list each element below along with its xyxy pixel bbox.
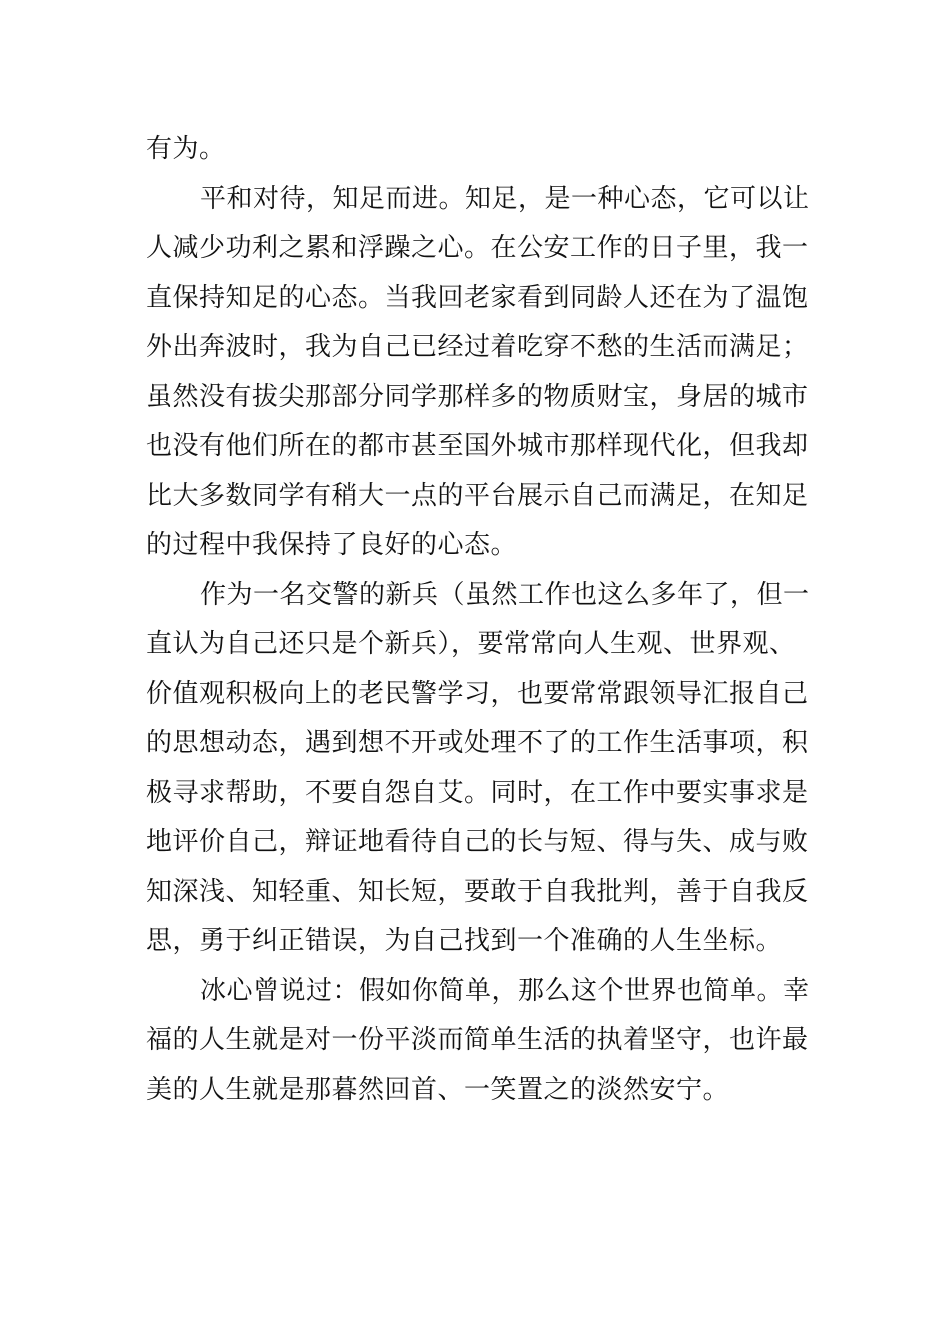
- text-line: 作为一名交警的新兵（虽然工作也这么多年了，但一: [200, 579, 810, 610]
- text-line: 虽然没有拔尖那部分同学那样多的物质财宝，身居的城市: [146, 381, 809, 412]
- text-line: 价值观积极向上的老民警学习，也要常常跟领导汇报自己: [146, 678, 809, 709]
- text-line: 人减少功利之累和浮躁之心。在公安工作的日子里，我一: [146, 233, 809, 263]
- body-text: [146, 125, 816, 1115]
- text-line: 直保持知足的心态。当我回老家看到同龄人还在为了温饱: [146, 282, 809, 313]
- text-line: 福的人生就是对一份平淡而简单生活的执着坚守，也许最: [146, 1025, 809, 1055]
- text-line: 的过程中我保持了良好的心态。: [146, 530, 518, 560]
- text-line: 也没有他们所在的都市甚至国外城市那样现代化，但我却: [146, 431, 809, 461]
- text-line: 地评价自己，辩证地看待自己的长与短、得与失、成与败: [146, 827, 809, 857]
- text-line: 的思想动态，遇到想不开或处理不了的工作生活事项，积: [146, 728, 809, 758]
- text-line: 有为。: [146, 134, 226, 164]
- text-line: 思，勇于纠正错误，为自己找到一个准确的人生坐标。: [146, 926, 783, 956]
- text-line: 比大多数同学有稍大一点的平台展示自己而满足，在知足: [146, 480, 809, 511]
- text-line: 知深浅、知轻重、知长短，要敢于自我批判，善于自我反: [146, 876, 809, 907]
- text-line: 美的人生就是那暮然回首、一笑置之的淡然安宁。: [146, 1074, 730, 1105]
- text-line: 极寻求帮助，不要自怨自艾。同时，在工作中要实事求是: [146, 777, 809, 808]
- text-line: 直认为自己还只是个新兵），要常常向人生观、世界观、: [146, 629, 796, 659]
- text-line: 外出奔波时，我为自己已经过着吃穿不愁的生活而满足；: [146, 332, 809, 362]
- text-line: 冰心曾说过：假如你简单，那么这个世界也简单。幸: [200, 975, 810, 1006]
- text-line: 平和对待，知足而进。知足，是一种心态，它可以让: [200, 183, 810, 214]
